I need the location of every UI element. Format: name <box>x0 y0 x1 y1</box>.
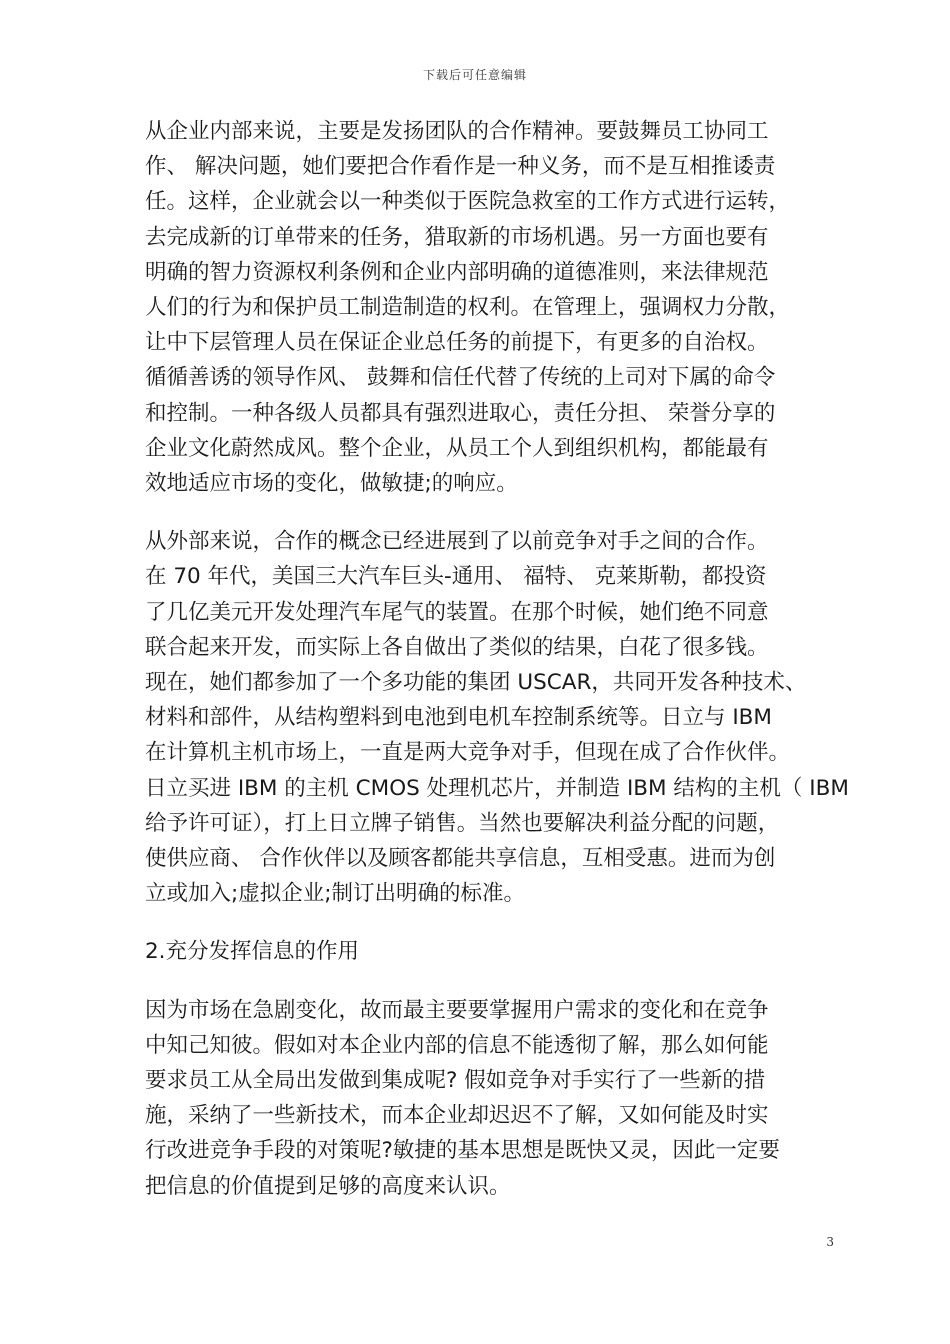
text-line: 去完成新的订单带来的任务，猎取新的市场机遇。另一方面也要有 <box>145 224 769 250</box>
text-line: 企业文化蔚然成风。整个企业，从员工个人到组织机构，都能最有 <box>145 435 769 461</box>
page-header: 下载后可任意编辑 <box>422 68 527 82</box>
paragraph-external-cooperation <box>145 524 849 911</box>
paragraph-internal-cooperation <box>145 114 835 501</box>
text-line: 材料和部件，从结构塑料到电池到电机车控制系统等。日立与 IBM <box>145 705 772 731</box>
text-line: 任。这样，企业就会以一种类似于医院急救室的工作方式进行运转， <box>145 189 791 215</box>
text-line: 循循善诱的领导作风、 鼓舞和信任代替了传统的上司对下属的命令 <box>145 365 776 391</box>
text-line: 行改进竞争手段的对策呢?敏捷的基本思想是既快又灵，因此一定要 <box>145 1138 780 1164</box>
text-line: 明确的智力资源权利条例和企业内部明确的道德准则，来法律规范 <box>145 259 769 285</box>
text-line: 使供应商、 合作伙伴以及顾客都能共享信息，互相受惠。进而为创 <box>145 846 776 872</box>
text-line: 效地适应市场的变化，做敏捷;的响应。 <box>145 471 518 497</box>
text-line: 联合起来开发，而实际上各自做出了类似的结果，白花了很多钱。 <box>145 634 769 660</box>
heading-text: 2.充分发挥信息的作用 <box>145 939 360 965</box>
text-line: 在计算机主机市场上，一直是两大竞争对手，但现在成了合作伙伴。 <box>145 740 791 766</box>
text-line: 现在，她们都参加了一个多功能的集团 USCAR，共同开发各种技术、 <box>145 670 807 696</box>
document-body <box>145 114 849 1227</box>
text-line: 给予许可证），打上日立牌子销售。当然也要解决利益分配的问题， <box>145 810 780 836</box>
text-line: 让中下层管理人员在保证企业总任务的前提下，有更多的自治权。 <box>145 330 769 356</box>
text-line: 在 70 年代，美国三大汽车巨头-通用、 福特、 克莱斯勒，都投资 <box>145 564 767 590</box>
text-line: 施，采纳了一些新技术，而本企业却迟迟不了解，又如何能及时实 <box>145 1103 769 1129</box>
text-line: 从企业内部来说，主要是发扬团队的合作精神。要鼓舞员工协同工 <box>145 119 769 144</box>
text-line: 从外部来说，合作的概念已经进展到了以前竞争对手之间的合作。 <box>145 529 769 555</box>
text-line: 要求员工从全局出发做到集成呢? 假如竞争对手实行了一些新的措 <box>145 1068 766 1094</box>
text-line: 日立买进 IBM 的主机 CMOS 处理机芯片，并制造 IBM 结构的主机（ IBM <box>145 775 849 801</box>
text-line: 和控制。一种各级人员都具有强烈进取心，责任分担、 荣誉分享的 <box>145 400 776 426</box>
text-line: 了几亿美元开发处理汽车尾气的装置。在那个时候，她们绝不同意 <box>145 599 769 625</box>
section-heading <box>145 934 835 969</box>
paragraph-information-role <box>145 993 835 1204</box>
text-line: 作、 解决问题，她们要把合作看作是一种义务，而不是互相推诿责 <box>145 154 776 180</box>
page-number: 3 <box>826 1235 834 1249</box>
text-line: 因为市场在急剧变化，故而最主要要掌握用户需求的变化和在竞争 <box>145 997 769 1023</box>
text-line: 把信息的价值提到足够的高度来认识。 <box>145 1173 511 1199</box>
text-line: 中知己知彼。假如对本企业内部的信息不能透彻了解，那么如何能 <box>145 1032 769 1058</box>
text-line: 立或加入;虚拟企业;制订出明确的标准。 <box>145 881 525 907</box>
text-line: 人们的行为和保护员工制造制造的权利。在管理上，强调权力分散， <box>145 295 791 321</box>
